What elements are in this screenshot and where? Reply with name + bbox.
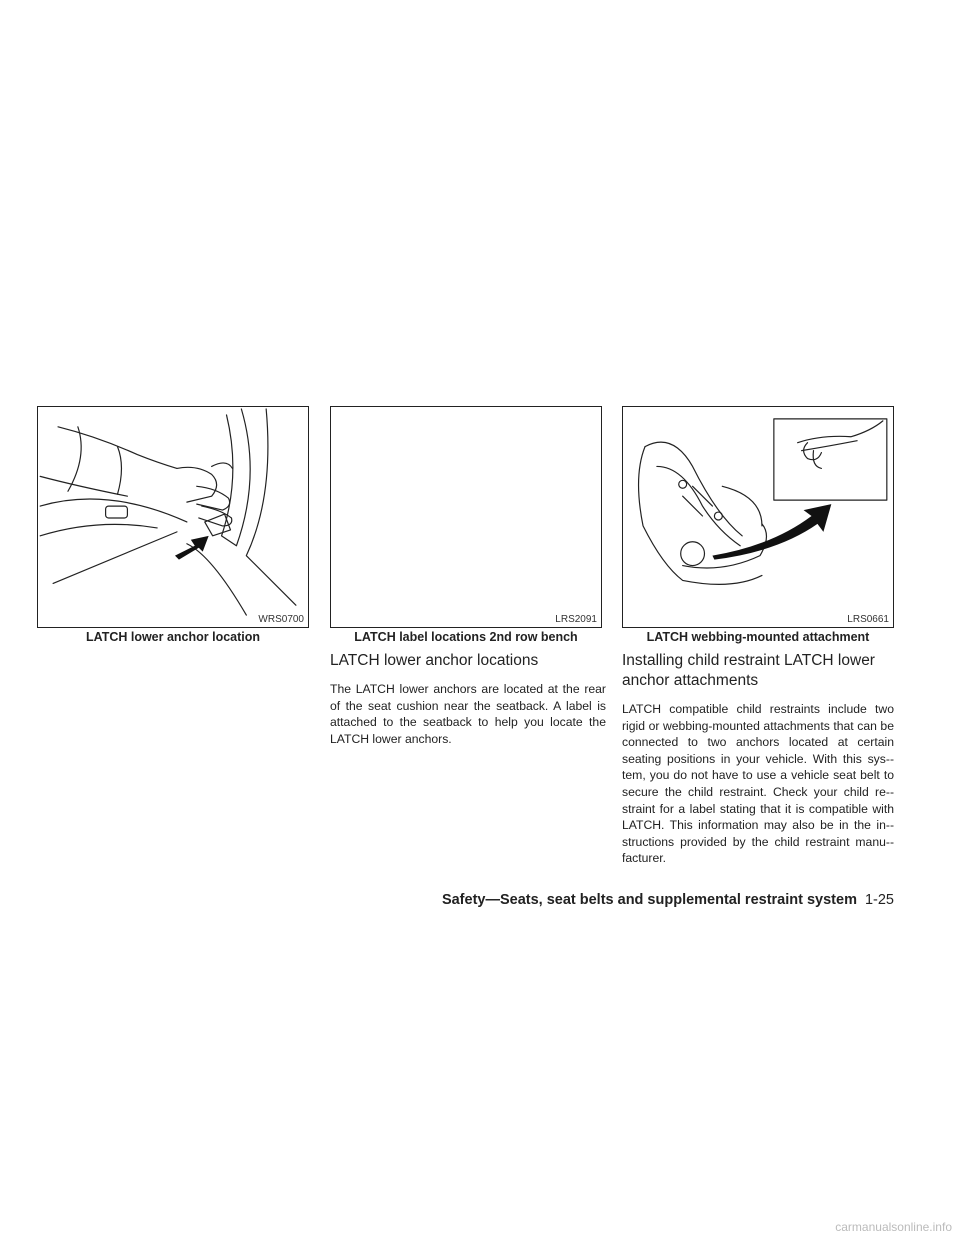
figure-latch-label-locations bbox=[330, 406, 602, 628]
child-seat-illustration bbox=[623, 407, 893, 627]
arrow-icon bbox=[712, 504, 831, 559]
page-footer bbox=[442, 892, 894, 908]
section-body: The LATCH lower anchors are located at the rear of the seat cushion near the seatback. A label is attached to the seatback to help you locate the LATCH lower anchors. bbox=[330, 682, 606, 746]
section-title: Installing child restraint LATCH lower anchor attachments bbox=[622, 652, 875, 689]
figure-caption: LATCH lower anchor location bbox=[85, 630, 261, 644]
figure-latch-lower-anchor-location bbox=[37, 406, 309, 628]
figure-code: LRS0661 bbox=[847, 614, 889, 625]
figure-caption: LATCH label locations 2nd row bench bbox=[354, 630, 578, 644]
watermark: carmanualsonline.info bbox=[835, 1220, 952, 1234]
section-body: LATCH compatible child restraints include two rigid or webbing-mounted attachments that can be connected to two anchors located at certain seating positions in your vehicle. With this sys-tem, you do not have to use a vehicle seat belt to secure the child restraint. Check your child re-straint for a label stating that it is compatible with LATCH. This information may also be in the in-structions provided by the child restraint manu-facturer. bbox=[622, 702, 894, 866]
figure-caption: LATCH webbing-mounted attachment bbox=[646, 630, 870, 644]
footer-section-title: Safety—Seats, seat belts and supplemental restraint system bbox=[441, 892, 857, 908]
section-installing-latch bbox=[622, 651, 894, 867]
section-latch-anchor-locations bbox=[330, 651, 606, 747]
figure-code: WRS0700 bbox=[258, 614, 304, 625]
figure-latch-webbing-attachment bbox=[622, 406, 894, 628]
figure-code: LRS2091 bbox=[555, 614, 597, 625]
page-number: 1-25 bbox=[864, 892, 894, 908]
seat-anchor-hand-illustration bbox=[38, 407, 308, 627]
section-title: LATCH lower anchor locations bbox=[330, 652, 539, 669]
